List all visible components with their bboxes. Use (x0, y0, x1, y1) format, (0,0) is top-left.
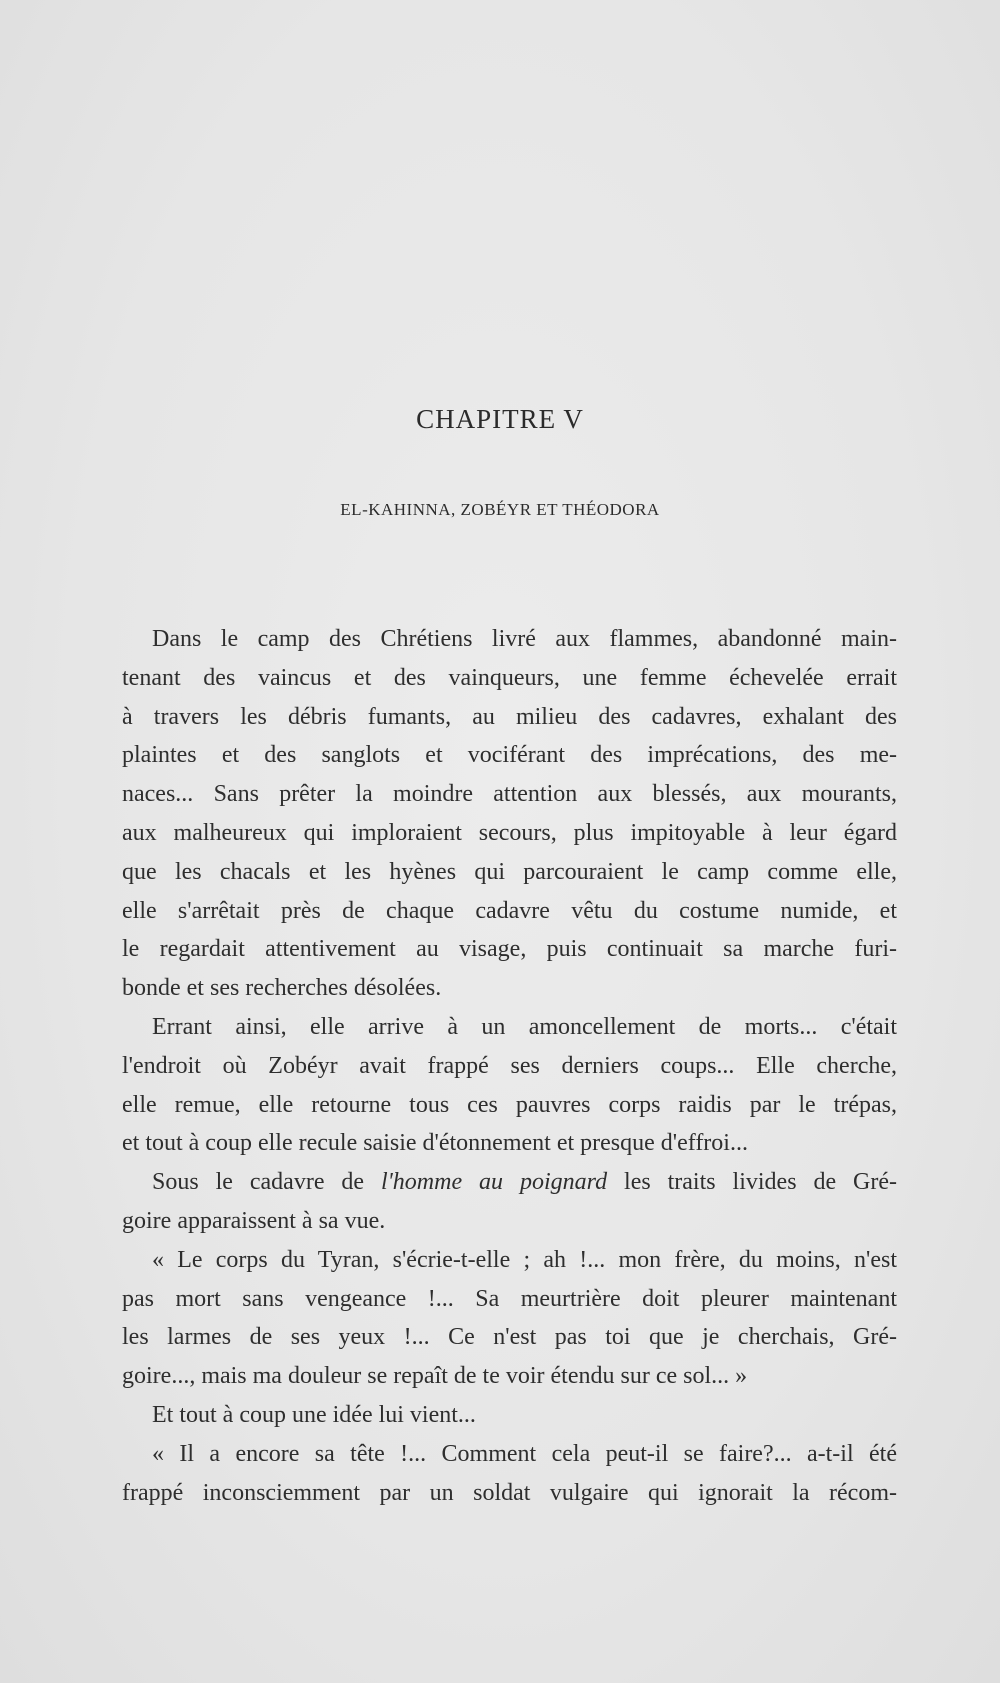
text-line-content: frappé inconsciemment par un soldat vulgaire qui ignorait la récom- (122, 1479, 897, 1506)
text-line-content: naces... Sans prêter la moindre attention aux blessés, aux mourants, (122, 781, 897, 808)
text-line-content: à travers les débris fumants, au milieu des cadavres, exhalant des (122, 703, 897, 730)
text-line (122, 814, 897, 853)
text-line-content: elle s'arrêtait près de chaque cadavre vêtu du costume numide, et (122, 897, 897, 924)
text-line (122, 1280, 897, 1319)
text-line-content: Errant ainsi, elle arrive à un amoncellement de morts... c'était (152, 1013, 897, 1040)
text-line-content: et tout à coup elle recule saisie d'étonnement et presque d'effroi... (122, 1130, 748, 1157)
text-line-content: l'endroit où Zobéyr avait frappé ses derniers coups... Elle cherche, (122, 1052, 897, 1079)
text-line-content: goire..., mais ma douleur se repaît de te voir étendu sur ce sol... » (122, 1363, 748, 1390)
text-line (122, 1241, 897, 1280)
text-line (122, 620, 897, 659)
text-line (122, 892, 897, 931)
text-line-continuation: les traits livides de Gré- (607, 1169, 898, 1196)
text-line (122, 1202, 897, 1241)
text-line (122, 659, 897, 698)
chapter-body-text (122, 620, 897, 1512)
text-line-content: goire apparaissent à sa vue. (122, 1207, 386, 1234)
text-line (122, 1008, 897, 1047)
text-line (122, 1396, 897, 1435)
chapter-subtitle: EL-KAHINNA, ZOBÉYR ET THÉODORA (340, 500, 660, 519)
text-line-content: plaintes et des sanglots et vociférant des imprécations, des me- (122, 742, 897, 769)
text-line (122, 1163, 897, 1202)
text-line-content: que les chacals et les hyènes qui parcouraient le camp comme elle, (122, 858, 897, 885)
text-line (122, 853, 897, 892)
text-line-content: « Il a encore sa tête !... Comment cela peut-il se faire?... a-t-il été (152, 1440, 897, 1467)
text-line-content: pas mort sans vengeance !... Sa meurtrière doit pleurer maintenant (122, 1285, 897, 1312)
text-line (122, 1318, 897, 1357)
text-line-content: « Le corps du Tyran, s'écrie-t-elle ; ah !... mon frère, du moins, n'est (152, 1246, 897, 1273)
text-line-content: elle remue, elle retourne tous ces pauvres corps raidis par le trépas, (122, 1091, 897, 1118)
text-line-content: Et tout à coup une idée lui vient... (152, 1401, 476, 1428)
text-line (122, 969, 897, 1008)
text-line (122, 698, 897, 737)
text-line (122, 1474, 897, 1513)
text-line (122, 1357, 897, 1396)
text-line (122, 1047, 897, 1086)
text-line (122, 930, 897, 969)
text-line (122, 1124, 897, 1163)
text-line (122, 1435, 897, 1474)
text-line-content: le regardait attentivement au visage, puis continuait sa marche furi- (122, 936, 897, 963)
text-line-content: aux malheureux qui imploraient secours, plus impitoyable à leur égard (122, 819, 897, 846)
chapter-title: CHAPITRE V (416, 404, 584, 434)
italic-phrase: l'homme au poignard (380, 1169, 608, 1196)
text-line-content: bonde et ses recherches désolées. (122, 975, 442, 1002)
text-line (122, 736, 897, 775)
text-line (122, 1086, 897, 1125)
text-line-content: Sous le cadavre de (152, 1169, 381, 1196)
text-line (122, 775, 897, 814)
text-line-content: Dans le camp des Chrétiens livré aux flammes, abandonné main- (152, 626, 897, 652)
text-line-content: les larmes de ses yeux !... Ce n'est pas toi que je cherchais, Gré- (122, 1324, 897, 1351)
text-line-content: tenant des vaincus et des vainqueurs, une femme échevelée errait (122, 664, 897, 691)
